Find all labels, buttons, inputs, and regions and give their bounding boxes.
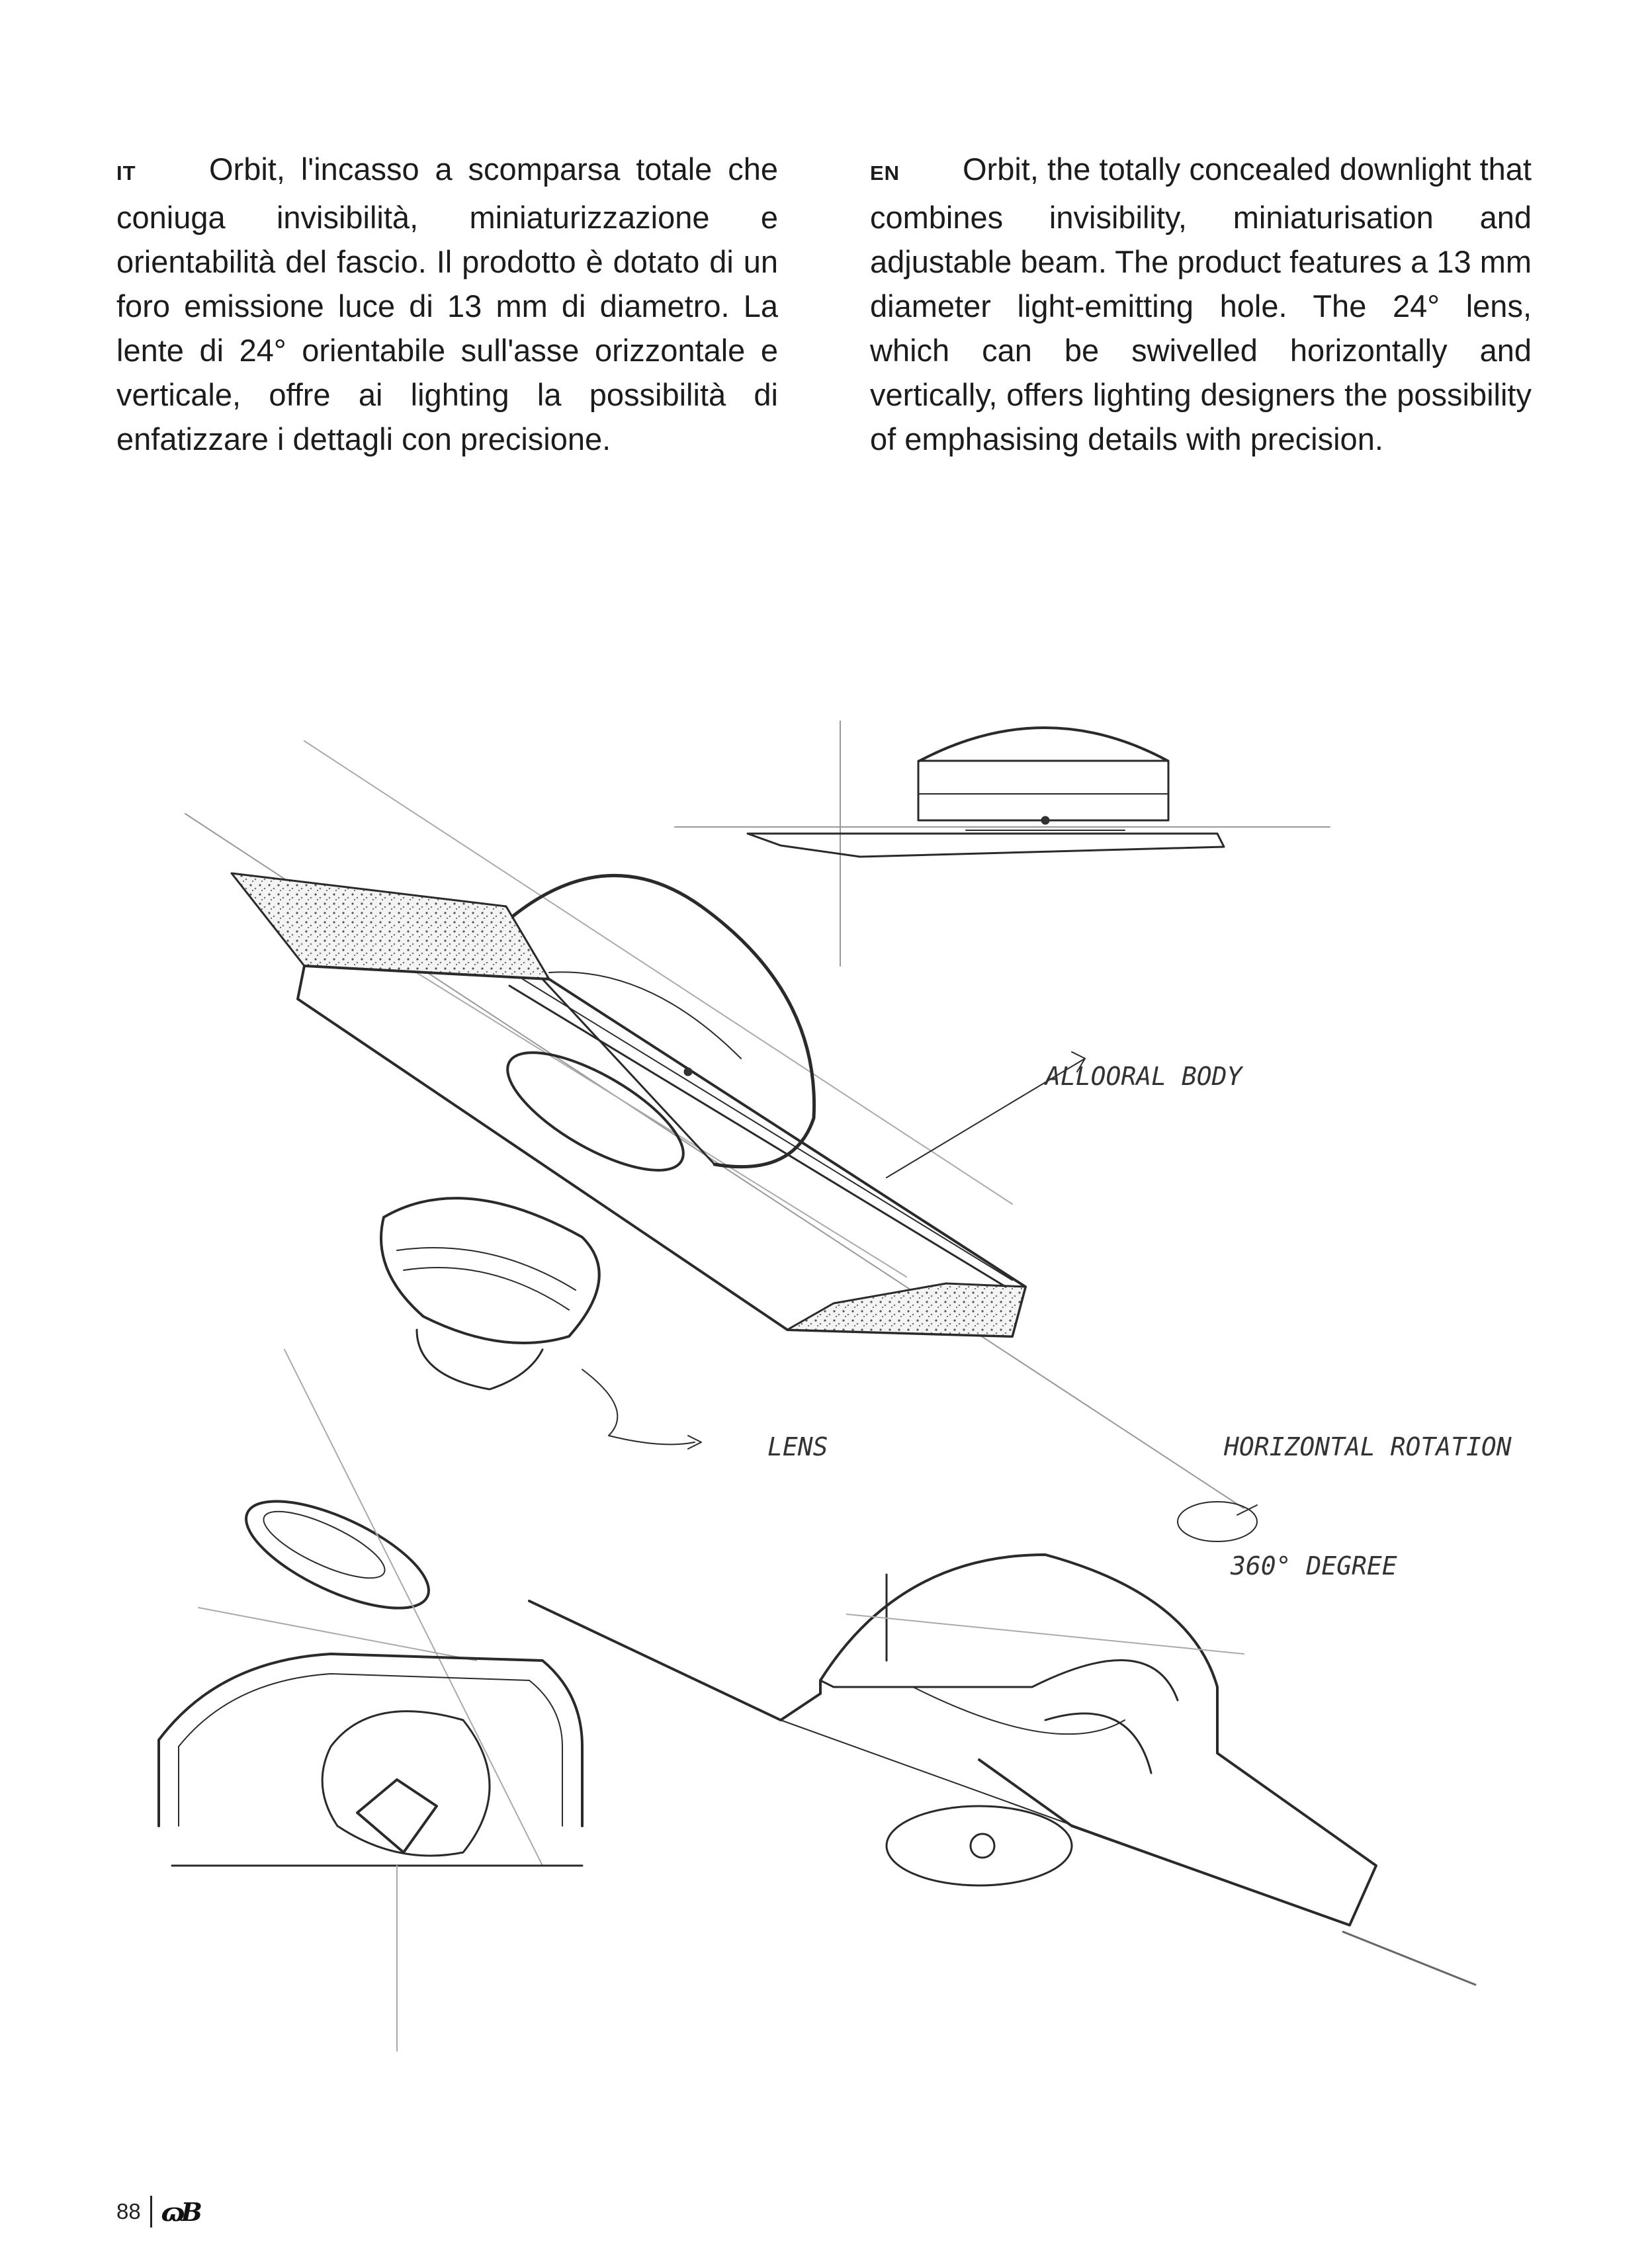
lower-housing <box>159 1654 582 2051</box>
label-lens: LENS <box>767 1432 828 1461</box>
upper-assembly <box>185 741 1244 1508</box>
lens-assembly <box>198 1198 701 1866</box>
label-horizontal-rotation: HORIZONTAL ROTATION <box>1224 1432 1512 1461</box>
label-body: ALLOORAL BODY <box>1045 1062 1242 1091</box>
english-text-column <box>870 147 1532 461</box>
language-tag-en: EN <box>870 161 900 185</box>
italian-body-text: Orbit, l'incasso a scomparsa totale che coniuga invisibilità, miniaturizzazione e orientabilità del fascio. Il prodotto è dotato di un foro emissione luce di 13 mm di diametro. La lente di 24° orientabile sull'asse orizzontale e verticale, offre ai lighting la possibilità di enfatizzare i dettagli con precisione. <box>116 151 778 456</box>
language-tag-it: IT <box>116 161 136 185</box>
page-footer <box>116 2195 198 2228</box>
sketch-drawing <box>119 688 1522 2143</box>
brand-logo: ɷB <box>161 2196 198 2227</box>
english-body-text: Orbit, the totally concealed downlight that combines invisibility, miniaturisation and adjustable beam. The product features a 13 mm diameter light-emitting hole. The 24° lens, which can be swivelled horizontally and vertically, offers lighting designers the possibility of emphasising details with precision. <box>870 151 1532 456</box>
label-degree: 360° DEGREE <box>1231 1551 1397 1580</box>
footer-divider <box>150 2196 152 2228</box>
page-number: 88 <box>116 2199 141 2224</box>
orbit-technical-sketch <box>119 688 1522 2143</box>
italian-text-column <box>116 147 778 461</box>
top-elevation-view <box>675 721 1330 966</box>
